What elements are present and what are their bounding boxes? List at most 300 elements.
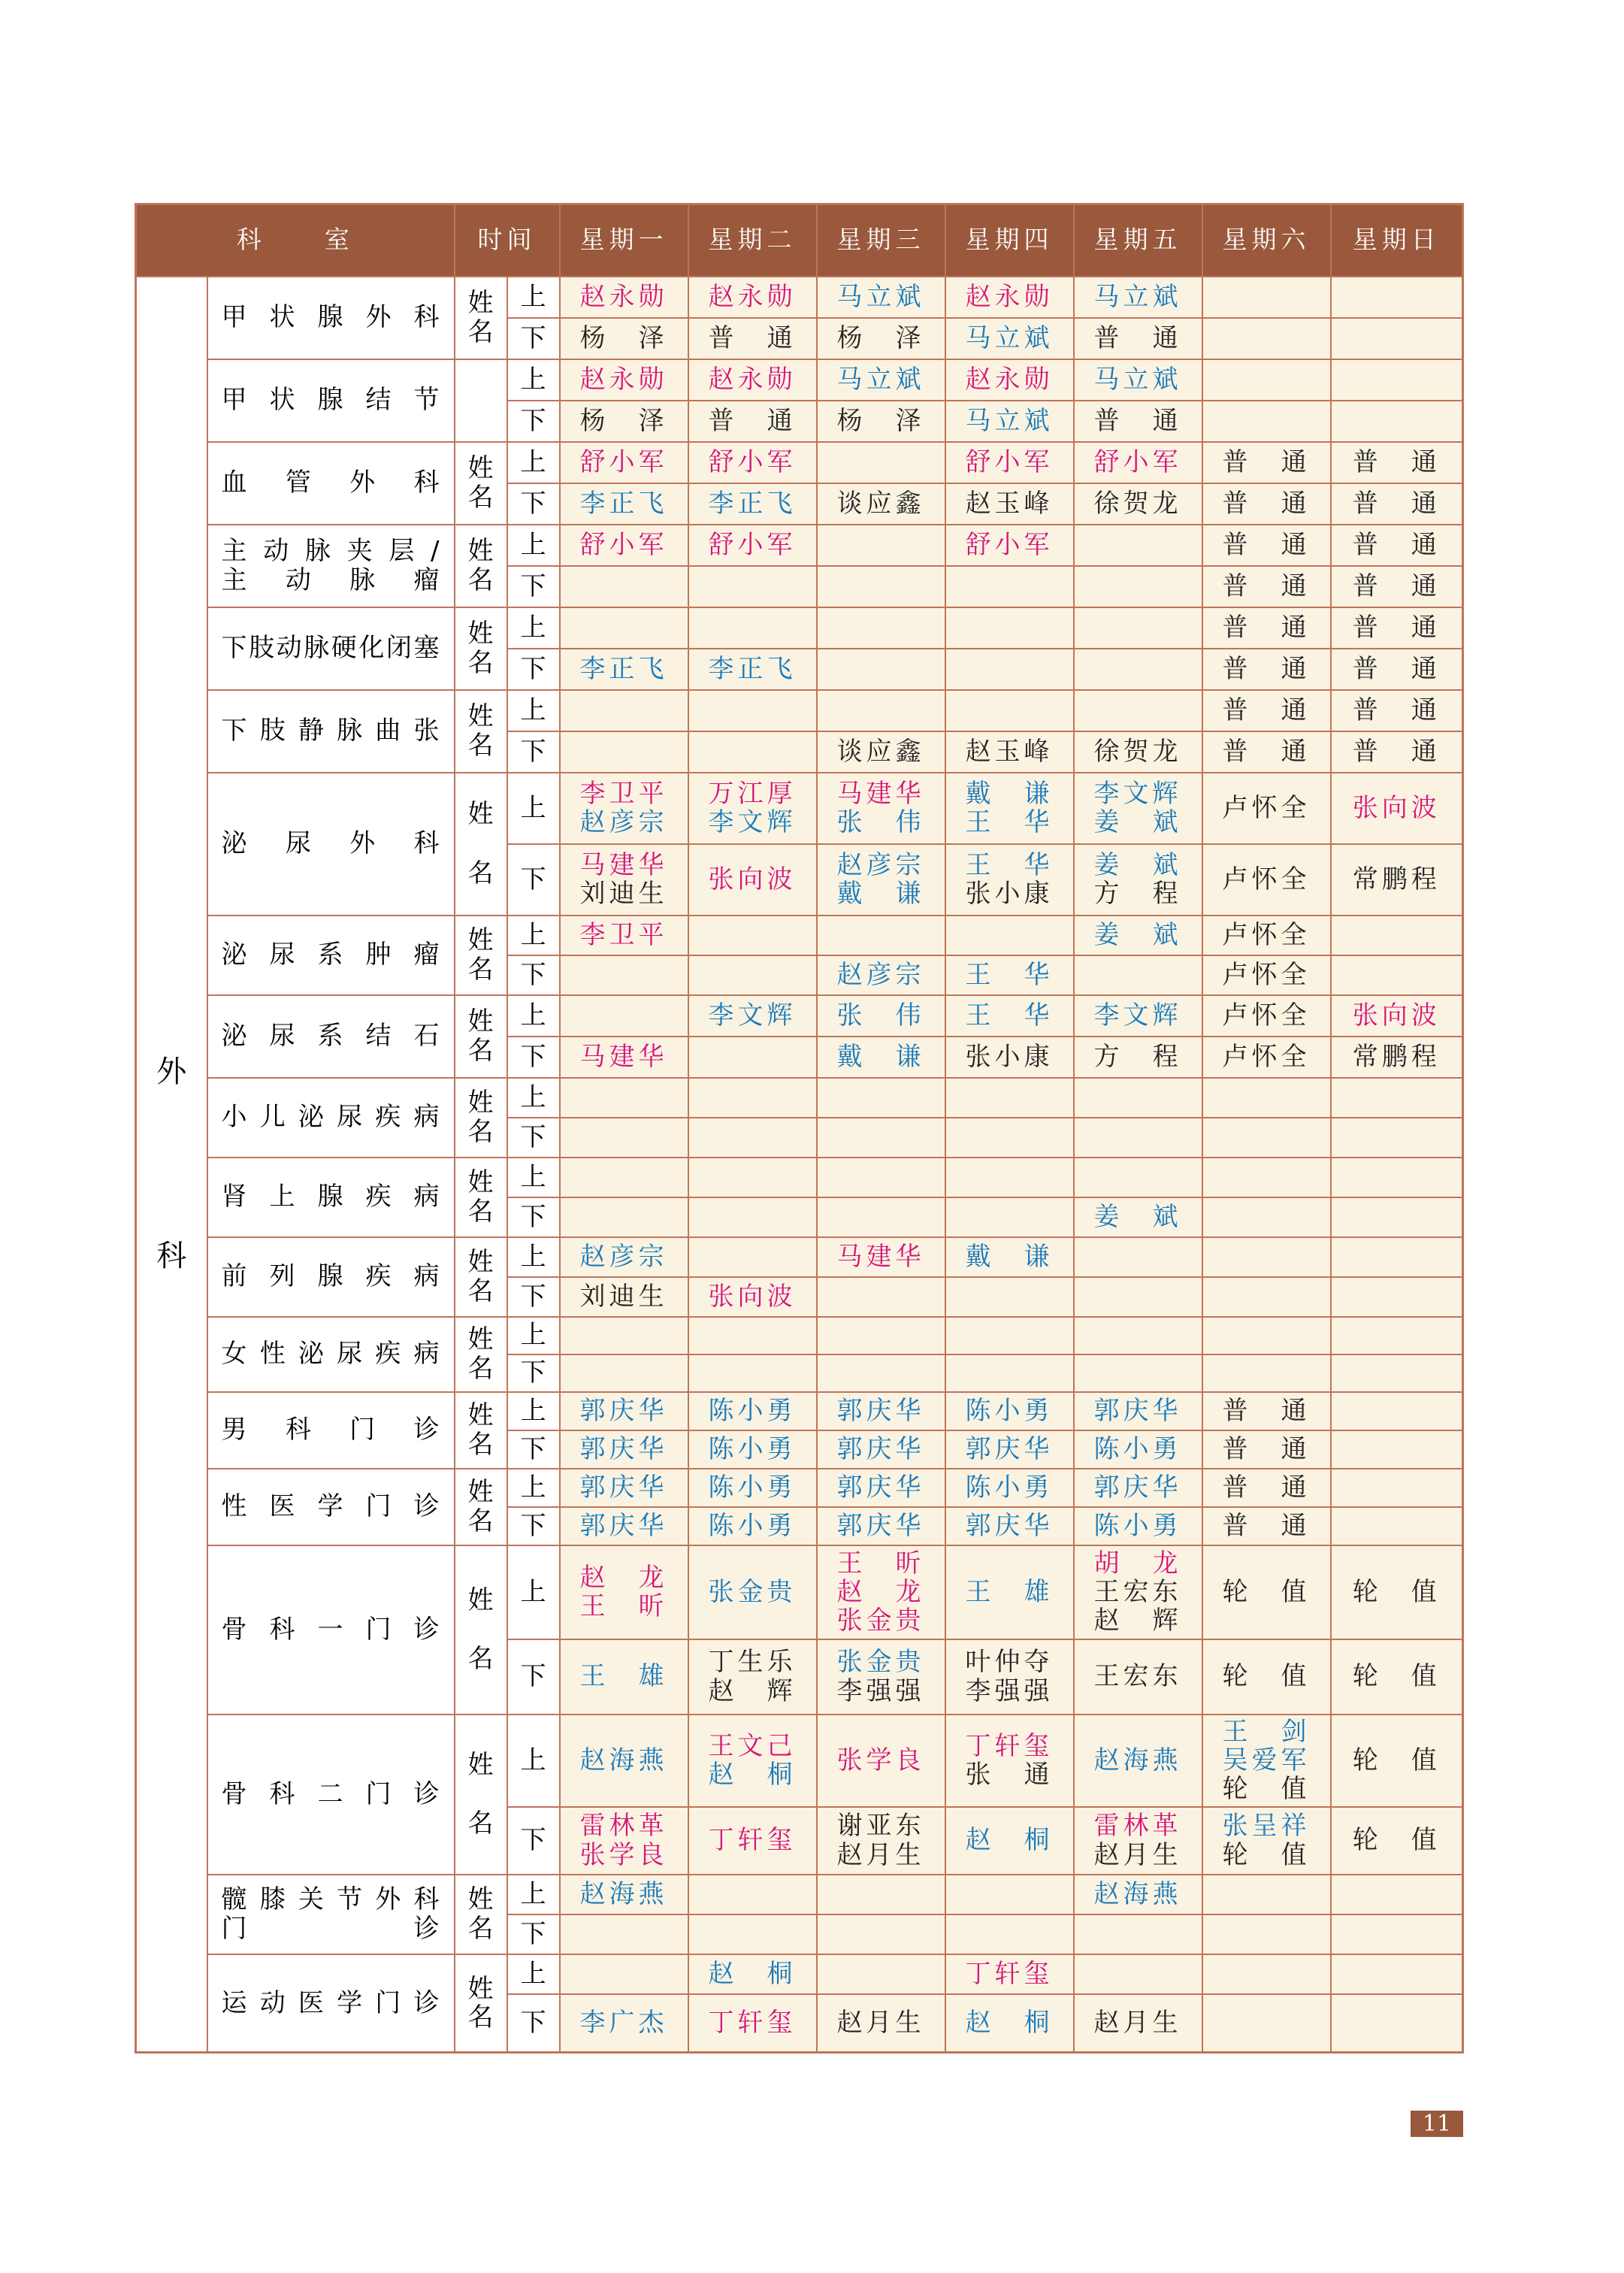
department-name <box>207 1715 455 1875</box>
schedule-cell <box>817 566 945 607</box>
doctor-name: 马建华 <box>836 778 925 809</box>
schedule-cell <box>1074 1715 1202 1807</box>
schedule-cell <box>1074 649 1202 690</box>
header-day-thu: 星期四 <box>945 204 1074 277</box>
name-label-char: 姓 <box>467 288 494 319</box>
doctor-name: 陈小勇 <box>965 1395 1054 1426</box>
schedule-cell <box>688 1507 817 1545</box>
period-label: 下 <box>507 1197 560 1237</box>
schedule-cell <box>1202 1914 1331 1954</box>
doctor-name: 轮 值 <box>1352 1745 1441 1775</box>
schedule-cell <box>1074 1469 1202 1507</box>
schedule-cell <box>1202 1237 1331 1277</box>
period-label: 上 <box>507 607 560 649</box>
doctor-name: 王 华 <box>965 807 1054 837</box>
doctor-name: 赵永勋 <box>965 281 1054 312</box>
schedule-cell <box>1331 1118 1463 1158</box>
doctor-name: 普 通 <box>1222 1433 1311 1464</box>
schedule-cell <box>1202 1354 1331 1392</box>
name-label-char: 名 <box>467 730 494 761</box>
schedule-cell <box>1331 1507 1463 1545</box>
doctor-name: 卢怀全 <box>1222 792 1311 823</box>
name-label-char: 名 <box>467 1276 494 1306</box>
period-label: 上 <box>507 277 560 318</box>
doctor-name: 张向波 <box>708 864 797 894</box>
doctor-name: 常鹏程 <box>1352 864 1441 894</box>
doctor-name: 轮 值 <box>1352 1825 1441 1856</box>
header-dept: 科 室 <box>136 204 455 277</box>
schedule-row <box>136 995 1463 1037</box>
doctor-name: 丁生乐 <box>708 1647 797 1678</box>
doctor-name: 胡 龙 <box>1093 1548 1182 1578</box>
name-label <box>455 607 507 690</box>
schedule-cell <box>560 1545 688 1639</box>
schedule-cell <box>688 1118 817 1158</box>
doctor-name: 普 通 <box>1222 653 1311 684</box>
schedule-cell <box>1331 1715 1463 1807</box>
schedule-cell <box>688 359 817 401</box>
department-name <box>207 1317 455 1392</box>
period-label: 上 <box>507 1078 560 1118</box>
schedule-cell <box>688 483 817 525</box>
schedule-cell <box>817 1392 945 1430</box>
doctor-name: 刘迪生 <box>579 1281 668 1312</box>
page-number: 11 <box>1411 2111 1463 2137</box>
schedule-cell <box>945 1118 1074 1158</box>
schedule-cell <box>817 1639 945 1715</box>
doctor-name: 杨 泽 <box>579 322 668 353</box>
schedule-cell <box>688 1914 817 1954</box>
schedule-cell <box>1202 1507 1331 1545</box>
schedule-cell <box>560 318 688 359</box>
name-label <box>455 442 507 525</box>
name-label-char: 名 <box>467 1808 494 1839</box>
header-day-sat: 星期六 <box>1202 204 1331 277</box>
doctor-name: 张向波 <box>1352 792 1441 823</box>
doctor-name: 赵海燕 <box>579 1745 668 1775</box>
department-name-line: 主动脉瘤 <box>221 564 440 595</box>
doctor-name: 王 剑 <box>1222 1716 1311 1747</box>
schedule-cell <box>1331 1392 1463 1430</box>
schedule-cell <box>1202 318 1331 359</box>
doctor-name: 郭庆华 <box>1093 1395 1182 1426</box>
schedule-cell <box>1202 483 1331 525</box>
doctor-name: 李正飞 <box>579 653 668 684</box>
doctor-name: 马立斌 <box>836 364 925 395</box>
schedule-cell <box>1202 1392 1331 1430</box>
schedule-cell <box>1331 1639 1463 1715</box>
name-label-char: 名 <box>467 482 494 513</box>
schedule-cell <box>1331 1994 1463 2053</box>
doctor-name: 李文辉 <box>1093 1000 1182 1031</box>
schedule-cell <box>1331 566 1463 607</box>
period-label: 上 <box>507 1237 560 1277</box>
schedule-cell <box>688 1392 817 1430</box>
doctor-name: 丁轩玺 <box>965 1730 1054 1761</box>
name-label-char: 姓 <box>467 799 494 830</box>
schedule-cell <box>688 277 817 318</box>
doctor-name: 普 通 <box>1222 612 1311 643</box>
doctor-name: 赵 辉 <box>708 1675 797 1706</box>
period-label: 下 <box>507 1118 560 1158</box>
name-label <box>455 1078 507 1158</box>
schedule-cell <box>688 1158 817 1197</box>
doctor-name: 方 程 <box>1093 1041 1182 1072</box>
schedule-cell <box>945 1875 1074 1914</box>
schedule-cell <box>560 773 688 844</box>
doctor-name: 赵海燕 <box>579 1878 668 1909</box>
doctor-name: 戴 谦 <box>965 1241 1054 1272</box>
schedule-cell <box>1331 483 1463 525</box>
schedule-cell <box>945 1994 1074 2053</box>
schedule-cell <box>817 1914 945 1954</box>
schedule-cell <box>1202 1954 1331 1994</box>
doctor-name: 舒小军 <box>965 446 1054 477</box>
schedule-cell <box>1331 1545 1463 1639</box>
doctor-name: 陈小勇 <box>708 1472 797 1503</box>
schedule-cell <box>945 1639 1074 1715</box>
schedule-cell <box>688 1807 817 1875</box>
department-name-line: 门 诊 <box>221 1913 440 1944</box>
schedule-cell <box>1331 1237 1463 1277</box>
doctor-name: 赵 桐 <box>965 1825 1054 1856</box>
schedule-cell <box>817 1237 945 1277</box>
name-label-char: 姓 <box>467 1477 494 1508</box>
doctor-name: 赵 辉 <box>1093 1606 1182 1636</box>
department-name-line: 主动脉夹层/ <box>221 536 440 567</box>
schedule-cell <box>817 1078 945 1118</box>
schedule-cell <box>945 277 1074 318</box>
schedule-cell <box>945 1354 1074 1392</box>
department-name-line: 甲状腺结节 <box>221 385 440 416</box>
schedule-cell <box>1331 1277 1463 1317</box>
schedule-cell <box>945 1469 1074 1507</box>
doctor-name: 赵永勋 <box>708 281 797 312</box>
schedule-cell <box>560 483 688 525</box>
department-name-line: 泌尿系结石 <box>221 1021 440 1052</box>
schedule-cell <box>1074 1078 1202 1118</box>
schedule-cell <box>1074 525 1202 566</box>
doctor-name: 王 昕 <box>836 1548 925 1578</box>
doctor-name: 郭庆华 <box>965 1510 1054 1541</box>
schedule-cell <box>560 1469 688 1507</box>
schedule-cell <box>1331 649 1463 690</box>
name-label-char: 姓 <box>467 1247 494 1278</box>
schedule-cell <box>945 359 1074 401</box>
doctor-name: 赵彦宗 <box>579 1241 668 1272</box>
schedule-cell <box>560 1807 688 1875</box>
doctor-name: 吴爱军 <box>1222 1745 1311 1775</box>
doctor-name: 戴 谦 <box>965 778 1054 809</box>
schedule-cell <box>688 1994 817 2053</box>
doctor-name: 郭庆华 <box>579 1472 668 1503</box>
schedule-cell <box>1331 844 1463 916</box>
schedule-cell <box>1074 1118 1202 1158</box>
name-label-char: 姓 <box>467 1884 494 1915</box>
department-name <box>207 1875 455 1954</box>
name-label-char: 姓 <box>467 1584 494 1615</box>
schedule-cell <box>688 1954 817 1994</box>
schedule-cell <box>560 1118 688 1158</box>
schedule-cell <box>817 1277 945 1317</box>
name-label-char: 姓 <box>467 1324 494 1355</box>
doctor-name: 普 通 <box>1222 1472 1311 1503</box>
schedule-cell <box>1331 1469 1463 1507</box>
name-label-char: 名 <box>467 1353 494 1384</box>
name-label-char: 名 <box>467 1429 494 1460</box>
doctor-name: 舒小军 <box>965 529 1054 560</box>
schedule-cell <box>688 1317 817 1354</box>
schedule-cell <box>1202 442 1331 483</box>
doctor-name: 普 通 <box>1222 1395 1311 1426</box>
doctor-name: 王 华 <box>965 849 1054 880</box>
doctor-name: 赵永勋 <box>708 364 797 395</box>
period-label: 下 <box>507 1807 560 1875</box>
doctor-name: 姜 斌 <box>1093 849 1182 880</box>
schedule-cell <box>945 442 1074 483</box>
header-day-wed: 星期三 <box>817 204 945 277</box>
schedule-cell <box>817 731 945 773</box>
schedule-cell <box>817 690 945 731</box>
schedule-cell <box>1202 731 1331 773</box>
schedule-row <box>136 359 1463 401</box>
schedule-cell <box>1074 1392 1202 1430</box>
doctor-name: 徐贺龙 <box>1093 736 1182 767</box>
doctor-name: 卢怀全 <box>1222 959 1311 990</box>
period-label: 上 <box>507 1954 560 1994</box>
department-name-line: 骨科一门诊 <box>221 1614 440 1645</box>
schedule-cell <box>945 318 1074 359</box>
period-label: 上 <box>507 1158 560 1197</box>
schedule-cell <box>1202 955 1331 995</box>
schedule-row <box>136 1158 1463 1197</box>
schedule-cell <box>688 1078 817 1118</box>
schedule-cell <box>1074 773 1202 844</box>
doctor-name: 轮 值 <box>1222 1576 1311 1607</box>
schedule-cell <box>688 995 817 1037</box>
doctor-name: 马立斌 <box>965 322 1054 353</box>
schedule-cell <box>945 1807 1074 1875</box>
header-day-sun: 星期日 <box>1331 204 1463 277</box>
doctor-name: 李文辉 <box>1093 778 1182 809</box>
doctor-name: 谢亚东 <box>836 1811 925 1842</box>
name-label-char: 名 <box>467 1116 494 1147</box>
schedule-cell <box>560 277 688 318</box>
doctor-name: 马立斌 <box>1093 281 1182 312</box>
schedule-cell <box>560 1715 688 1807</box>
doctor-name: 马建华 <box>579 849 668 880</box>
schedule-row <box>136 442 1463 483</box>
schedule-cell <box>560 1197 688 1237</box>
doctor-name: 轮 值 <box>1352 1661 1441 1692</box>
schedule-cell <box>560 442 688 483</box>
schedule-cell <box>1074 731 1202 773</box>
name-label <box>455 1545 507 1715</box>
schedule-cell <box>1074 1875 1202 1914</box>
schedule-row <box>136 525 1463 566</box>
doctor-name: 李广杰 <box>579 2008 668 2038</box>
schedule-cell <box>1074 844 1202 916</box>
schedule-cell <box>560 1639 688 1715</box>
schedule-cell <box>1074 607 1202 649</box>
period-label: 下 <box>507 649 560 690</box>
name-label-char: 姓 <box>467 701 494 732</box>
schedule-cell <box>817 607 945 649</box>
schedule-cell <box>817 1469 945 1507</box>
department-name-line: 男科门诊 <box>221 1415 440 1445</box>
period-label: 下 <box>507 1430 560 1469</box>
doctor-name: 李强强 <box>836 1675 925 1706</box>
schedule-cell <box>688 773 817 844</box>
schedule-cell <box>817 649 945 690</box>
schedule-cell <box>945 401 1074 442</box>
schedule-cell <box>945 1078 1074 1118</box>
doctor-name: 张 伟 <box>836 807 925 837</box>
schedule-cell <box>1202 1875 1331 1914</box>
doctor-name: 舒小军 <box>579 446 668 477</box>
schedule-cell <box>1074 995 1202 1037</box>
doctor-name: 谈应鑫 <box>836 736 925 767</box>
period-label: 下 <box>507 566 560 607</box>
doctor-name: 卢怀全 <box>1222 864 1311 894</box>
doctor-name: 普 通 <box>1222 488 1311 519</box>
schedule-cell <box>1074 1507 1202 1545</box>
schedule-cell <box>1331 1914 1463 1954</box>
schedule-cell <box>1331 690 1463 731</box>
schedule-cell <box>1202 1037 1331 1078</box>
schedule-cell <box>817 1954 945 1994</box>
doctor-name: 普 通 <box>1352 653 1441 684</box>
schedule-cell <box>688 731 817 773</box>
period-label: 上 <box>507 1392 560 1430</box>
doctor-name: 普 通 <box>1352 529 1441 560</box>
schedule-cell <box>817 483 945 525</box>
doctor-name: 万江厚 <box>708 778 797 809</box>
schedule-cell <box>1202 277 1331 318</box>
period-label: 上 <box>507 525 560 566</box>
doctor-name: 张学良 <box>579 1839 668 1870</box>
doctor-name: 李文辉 <box>708 807 797 837</box>
schedule-cell <box>1074 442 1202 483</box>
doctor-name: 方 程 <box>1093 879 1182 909</box>
doctor-name: 马立斌 <box>836 281 925 312</box>
schedule-cell <box>1202 995 1331 1037</box>
schedule-cell <box>817 773 945 844</box>
period-label: 上 <box>507 1715 560 1807</box>
schedule-cell <box>1202 1078 1331 1118</box>
doctor-name: 陈小勇 <box>1093 1433 1182 1464</box>
doctor-name: 张小康 <box>965 1041 1054 1072</box>
schedule-cell <box>560 359 688 401</box>
doctor-name: 赵月生 <box>836 2008 925 2038</box>
schedule-body <box>136 277 1463 2053</box>
schedule-row <box>136 916 1463 955</box>
doctor-name: 普 通 <box>1352 612 1441 643</box>
schedule-cell <box>1202 359 1331 401</box>
department-name <box>207 607 455 690</box>
department-name <box>207 690 455 773</box>
doctor-name: 卢怀全 <box>1222 1000 1311 1031</box>
schedule-cell <box>560 525 688 566</box>
name-label-char: 名 <box>467 1506 494 1536</box>
doctor-name: 陈小勇 <box>965 1472 1054 1503</box>
doctor-name: 王宏东 <box>1093 1576 1182 1607</box>
schedule-cell <box>1202 1807 1331 1875</box>
name-label <box>455 525 507 607</box>
doctor-name: 姜 斌 <box>1093 807 1182 837</box>
name-label <box>455 1715 507 1875</box>
department-name-line: 女性泌尿疾病 <box>221 1339 440 1370</box>
schedule-cell <box>1074 566 1202 607</box>
schedule-cell <box>1202 1158 1331 1197</box>
schedule-cell <box>817 1430 945 1469</box>
schedule-cell <box>1074 1430 1202 1469</box>
doctor-name: 赵月生 <box>1093 1839 1182 1870</box>
doctor-name: 张小康 <box>965 879 1054 909</box>
schedule-cell <box>688 318 817 359</box>
schedule-cell <box>817 1507 945 1545</box>
schedule-cell <box>945 995 1074 1037</box>
schedule-cell <box>1331 731 1463 773</box>
period-label: 下 <box>507 844 560 916</box>
schedule-table <box>135 203 1464 2054</box>
doctor-name: 王 华 <box>965 1000 1054 1031</box>
period-label: 上 <box>507 359 560 401</box>
department-name-line: 性医学门诊 <box>221 1491 440 1522</box>
schedule-cell <box>945 1430 1074 1469</box>
schedule-cell <box>688 525 817 566</box>
doctor-name: 郭庆华 <box>579 1510 668 1541</box>
doctor-name: 舒小军 <box>708 446 797 477</box>
name-label-char: 名 <box>467 316 494 347</box>
schedule-cell <box>1074 1639 1202 1715</box>
schedule-cell <box>945 1545 1074 1639</box>
department-name <box>207 773 455 916</box>
doctor-name: 普 通 <box>1093 322 1182 353</box>
schedule-cell <box>1202 566 1331 607</box>
schedule-cell <box>1202 1430 1331 1469</box>
schedule-cell <box>1202 649 1331 690</box>
doctor-name: 普 通 <box>1352 488 1441 519</box>
schedule-cell <box>945 483 1074 525</box>
schedule-cell <box>817 1807 945 1875</box>
doctor-name: 谈应鑫 <box>836 488 925 519</box>
name-label <box>455 1875 507 1954</box>
schedule-cell <box>1202 844 1331 916</box>
name-label <box>455 1954 507 2053</box>
doctor-name: 郭庆华 <box>836 1395 925 1426</box>
doctor-name: 戴 谦 <box>836 1041 925 1072</box>
schedule-cell <box>945 916 1074 955</box>
doctor-name: 王文己 <box>708 1730 797 1761</box>
doctor-name: 郭庆华 <box>836 1472 925 1503</box>
doctor-name: 李正飞 <box>579 488 668 519</box>
name-label-char: 名 <box>467 1913 494 1944</box>
schedule-cell <box>1202 690 1331 731</box>
schedule-cell <box>1331 995 1463 1037</box>
doctor-name: 杨 泽 <box>836 405 925 436</box>
period-label: 上 <box>507 1469 560 1507</box>
schedule-cell <box>560 1914 688 1954</box>
name-label <box>455 277 507 359</box>
doctor-name: 赵 桐 <box>708 1760 797 1790</box>
schedule-cell <box>688 1237 817 1277</box>
name-label <box>455 690 507 773</box>
schedule-cell <box>945 1237 1074 1277</box>
schedule-cell <box>945 1197 1074 1237</box>
doctor-name: 郭庆华 <box>1093 1472 1182 1503</box>
schedule-cell <box>1331 1158 1463 1197</box>
